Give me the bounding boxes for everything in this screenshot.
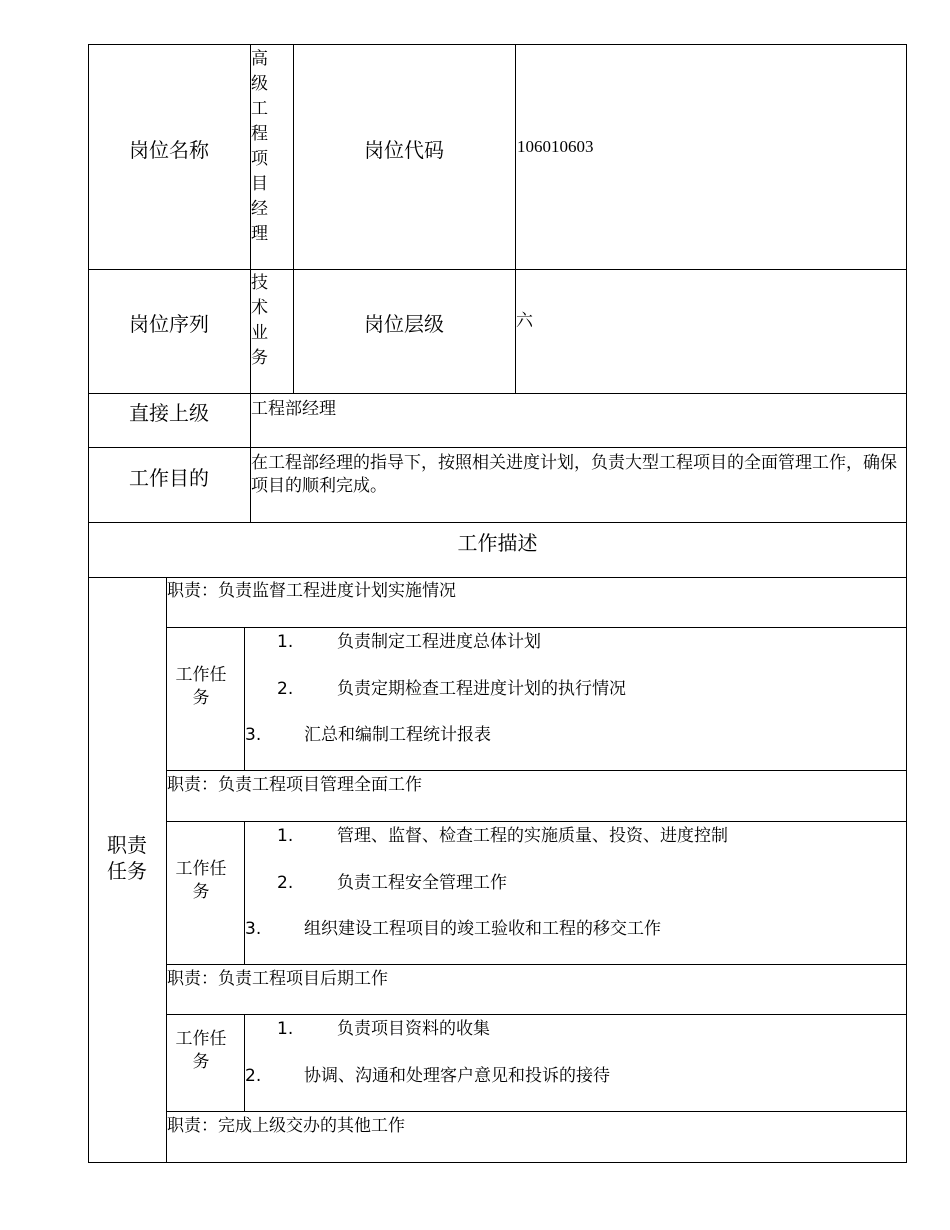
col-divider: [244, 821, 245, 964]
task-item: 1. 负责制定工程进度总体计划: [277, 632, 541, 652]
superior-label: 直接上级: [129, 401, 209, 425]
col-divider: [244, 1014, 245, 1111]
purpose-value: 在工程部经理的指导下，按照相关进度计划，负责大型工程项目的全面管理工作，确保项目的顺利完成。: [251, 453, 897, 496]
description-title: 工作描述: [457, 531, 538, 555]
position-code-value: 106010603: [517, 137, 594, 156]
col-divider: [244, 627, 245, 770]
col-divider: [166, 577, 167, 1163]
row-divider: [88, 447, 907, 448]
row-divider: [166, 964, 907, 965]
row-divider: [88, 269, 907, 270]
task-label: 工作任务: [175, 859, 227, 902]
task-label: 工作任务: [175, 665, 227, 708]
task-item: 1. 管理、监督、检查工程的实施质量、投资、进度控制: [277, 826, 728, 846]
job-description-table: [88, 44, 907, 1163]
row-divider: [166, 1014, 907, 1015]
position-code-label: 岗位代码: [364, 138, 444, 162]
row-divider: [88, 577, 907, 578]
row-divider: [88, 393, 907, 394]
duty-title: 职责：负责工程项目后期工作: [167, 969, 388, 989]
task-item: 3. 组织建设工程项目的竣工验收和工程的移交工作: [245, 919, 661, 939]
task-item: 3. 汇总和编制工程统计报表: [245, 725, 491, 745]
duties-side-label: 职责任务: [107, 833, 147, 883]
task-item: 2. 负责定期检查工程进度计划的执行情况: [277, 679, 626, 699]
position-series-label: 岗位序列: [129, 312, 209, 336]
task-label: 工作任务: [175, 1029, 227, 1072]
position-level-label: 岗位层级: [364, 312, 444, 336]
col-divider: [293, 44, 294, 393]
row-divider: [166, 1111, 907, 1112]
superior-value: 工程部经理: [251, 399, 336, 419]
row-divider: [88, 522, 907, 523]
row-divider: [166, 821, 907, 822]
duty-title: 职责：负责工程项目管理全面工作: [167, 775, 422, 795]
task-item: 1. 负责项目资料的收集: [277, 1019, 490, 1039]
task-item: 2. 负责工程安全管理工作: [277, 873, 507, 893]
duty-title: 职责：完成上级交办的其他工作: [167, 1116, 405, 1136]
position-name-value: 高级工程项目经理: [251, 49, 268, 244]
position-name-label: 岗位名称: [129, 138, 209, 162]
task-item: 2. 协调、沟通和处理客户意见和投诉的接待: [245, 1066, 610, 1086]
row-divider: [166, 627, 907, 628]
position-level-value: 六: [516, 311, 533, 331]
duty-title: 职责：负责监督工程进度计划实施情况: [167, 581, 456, 601]
col-divider: [515, 44, 516, 393]
position-series-value: 技术业务: [251, 273, 268, 368]
purpose-label: 工作目的: [129, 466, 209, 490]
row-divider: [166, 770, 907, 771]
